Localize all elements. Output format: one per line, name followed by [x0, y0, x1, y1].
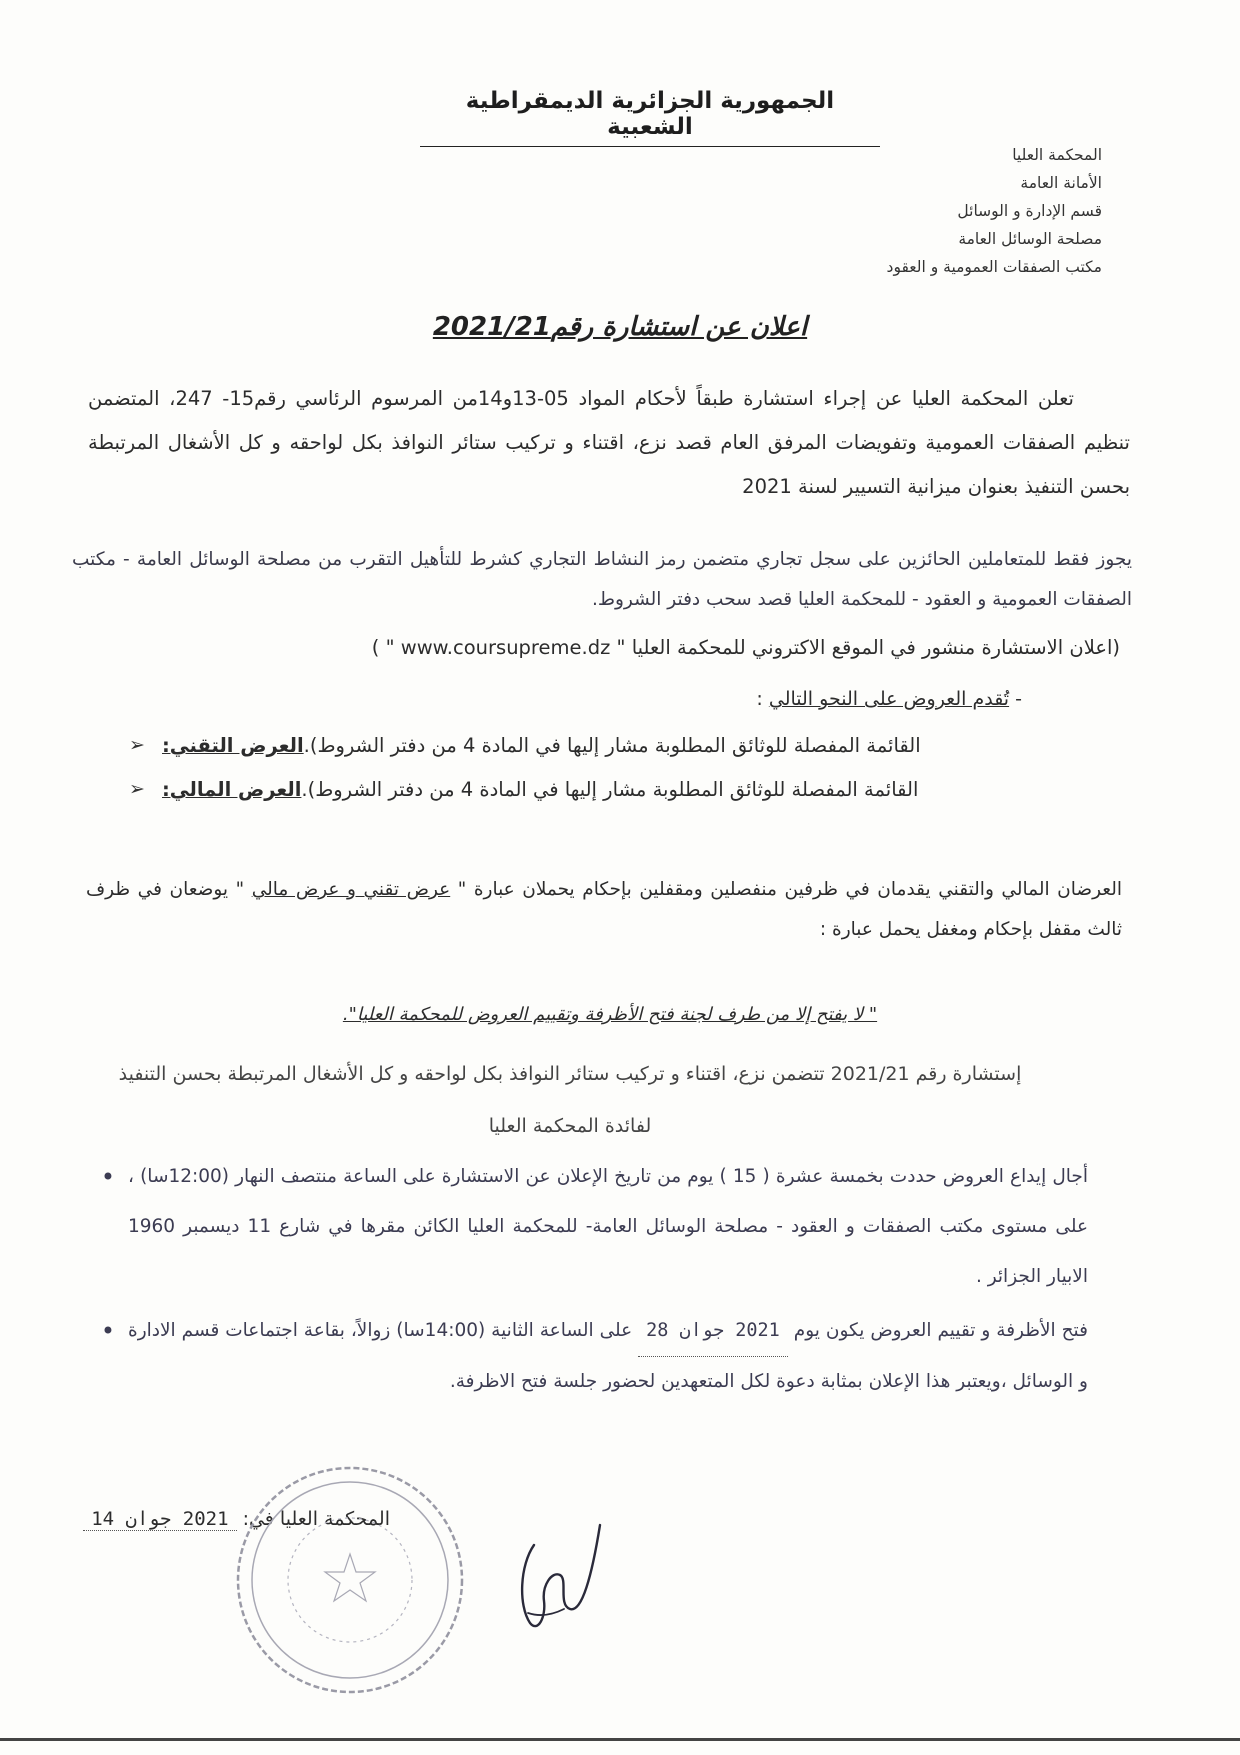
- bottom-scan-edge: [0, 1738, 1240, 1741]
- opening-text: [128, 1306, 1088, 1407]
- offers-intro: [560, 688, 1022, 710]
- deadline-item: [88, 1152, 1088, 1302]
- offer-item-financial: [120, 778, 1120, 801]
- header-line: قسم الإدارة و الوسائل: [957, 202, 1102, 220]
- signature-date: 2021 جوان 14: [83, 1508, 236, 1531]
- opening-item: [88, 1306, 1088, 1407]
- offers-intro-text: تُقدم العروض على النحو التالي: [768, 688, 1010, 710]
- issuer-header: [782, 146, 1102, 286]
- envelope-paragraph: [86, 870, 1122, 950]
- header-line: مكتب الصفقات العمومية و العقود: [886, 258, 1102, 276]
- intro-paragraph: [88, 377, 1130, 509]
- website-line: (اعلان الاستشارة منشور في الموقع الاكتروني للمحكمة العليا " www.coursupreme.dz " ): [371, 636, 1120, 659]
- eligibility-paragraph: يجوز فقط للمتعاملين الحائزين على سجل تجاري متضمن رمز النشاط التجاري كشرط للتأهيل التقرب من مصلحة الوسائل العامة - مكتب الصفقات العمومية و العقود - للمحكمة العليا قصد سحب دفتر الشروط.: [72, 549, 1132, 610]
- arrow-bullet-icon: ➢: [129, 734, 145, 756]
- header-line: مصلحة الوسائل العامة: [958, 230, 1102, 248]
- header-line: الأمانة العامة: [1020, 174, 1102, 192]
- consultation-subject: إستشارة رقم 2021/21 تتضمن نزع، اقتناء و تركيب ستائر النوافذ بكل لواحقه و كل الأشغال المرتبطة بحسن التنفيذ لفائدة المحكمة العليا: [118, 1063, 1022, 1137]
- opening-text-after: على الساعة الثانية (14:00سا) زوالاً، بقاعة اجتماعات قسم الادارة و الوسائل ،ويعتبر هذا الإعلان بمثابة دعوة لكل المتعهدين لحضور جلسة فتح الاظرفة.: [128, 1320, 1088, 1392]
- republic-title: الجمهورية الجزائرية الديمقراطية الشعبية: [420, 88, 880, 147]
- official-stamp-icon: [232, 1462, 468, 1698]
- envelope-quote: " لا يفتح إلا من طرف لجنة فتح الأظرفة وتقييم العروض للمحكمة العليا".: [342, 1004, 878, 1025]
- bullet-dot-icon: •: [100, 1317, 116, 1345]
- handwritten-date: 2021 جوان 28: [638, 1306, 788, 1357]
- announcement-heading: اعلان عن استشارة رقم2021/21: [432, 312, 808, 342]
- offer-text: القائمة المفصلة للوثائق المطلوبة مشار إليها في المادة 4 من دفتر الشروط).: [303, 734, 921, 757]
- handwritten-signature-icon: [500, 1505, 620, 1635]
- envelope-label: عرض تقني و عرض مالي: [251, 879, 451, 900]
- offer-item-technical: [120, 734, 1120, 757]
- bullet-dot-icon: •: [100, 1163, 116, 1191]
- header-line: المحكمة العليا: [1012, 146, 1102, 164]
- offers-intro-colon: :: [756, 688, 769, 710]
- deadline-text: أجال إيداع العروض حددت بخمسة عشرة ( 15 ) يوم من تاريخ الإعلان عن الاستشارة على الساعة منتصف النهار (12:00سا) ، على مستوى مكتب الصفقات و العقود - مصلحة الوسائل العامة- للمحكمة العليا الكائن مقرها في شارع 11 ديسمبر 1960 الابيار الجزائر .: [128, 1166, 1088, 1287]
- envelope-text-1: العرضان المالي والتقني يقدمان في ظرفين منفصلين ومقفلين بإحكام يحملان عبارة ": [450, 879, 1122, 900]
- signature-place: المحكمة العليا في:: [242, 1508, 390, 1530]
- intro-text: تعلن المحكمة العليا عن إجراء استشارة طبقاً لأحكام المواد 05-13و14من المرسوم الرئاسي رقم15- 247، المتضمن تنظيم الصفقات العمومية وتفويضات المرفق العام قصد نزع، اقتناء و تركيب ستائر النوافذ بكل لواحقه و كل الأشغال المرتبطة بحسن التنفيذ بعنوان ميزانية التسيير لسنة 2021: [88, 387, 1130, 498]
- offer-text: القائمة المفصلة للوثائق المطلوبة مشار إليها في المادة 4 من دفتر الشروط).: [301, 778, 919, 801]
- arrow-bullet-icon: ➢: [129, 778, 145, 800]
- offer-label: العرض المالي:: [162, 778, 302, 801]
- offer-label: العرض التقني:: [162, 734, 304, 757]
- offers-intro-dash: -: [1009, 688, 1022, 710]
- envelope-text-2: " يوضعان في ظرف ثالث مقفل بإحكام ومغفل يحمل عبارة :: [86, 879, 1122, 940]
- opening-text-before: فتح الأظرفة و تقييم العروض يكون يوم: [793, 1320, 1088, 1341]
